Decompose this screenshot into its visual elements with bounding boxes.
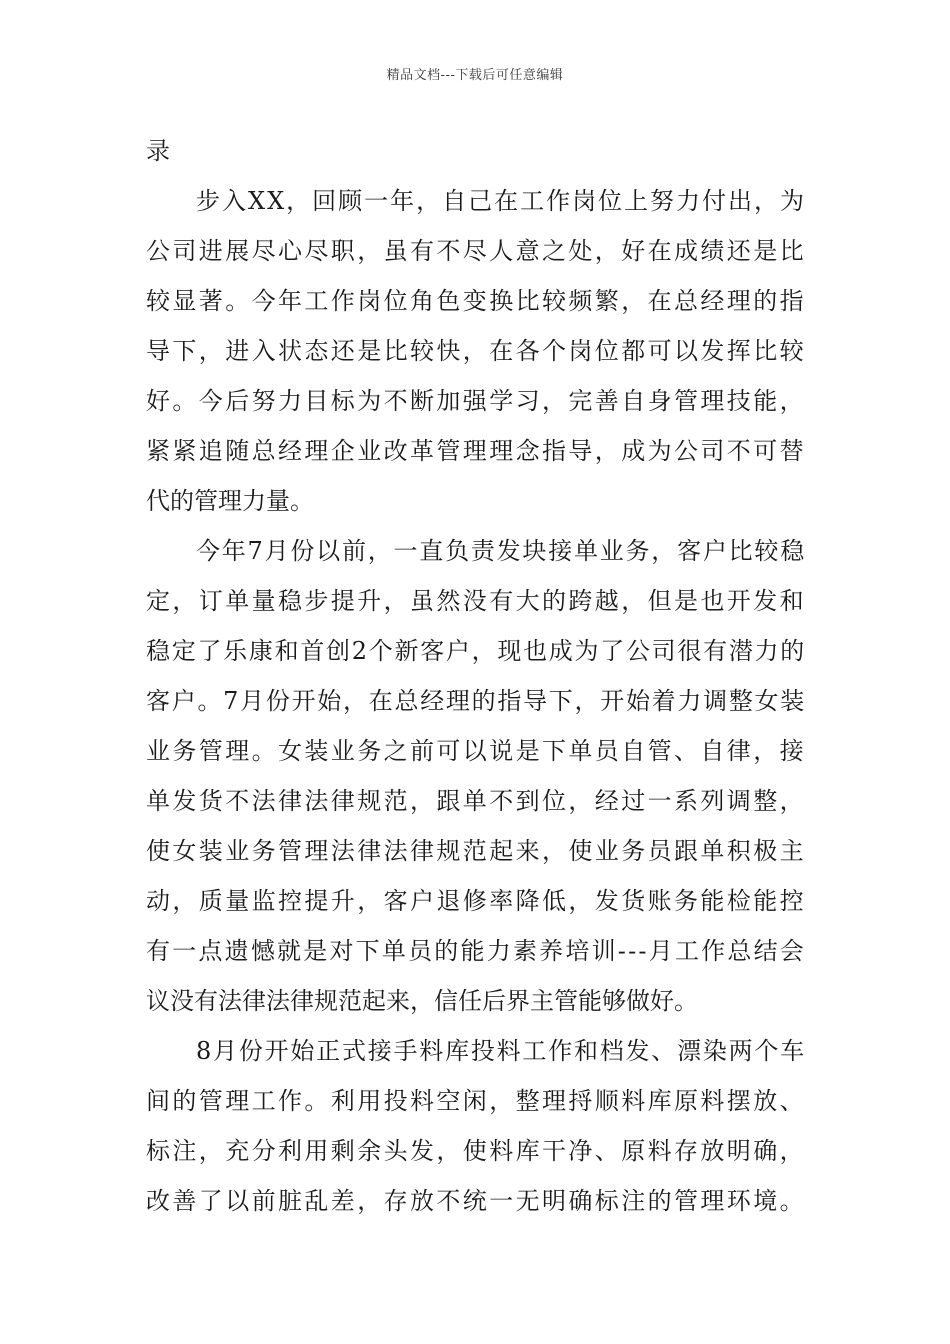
- text-line: 标注，充分利用剩余头发，使料库干净、原料存放明确，: [146, 1137, 806, 1165]
- text-line: 较显著。今年工作岗位角色变换比较频繁，在总经理的指: [146, 287, 806, 315]
- text-line: 单发货不法律法律规范，跟单不到位，经过一系列调整，: [146, 787, 806, 815]
- text-line: 稳定了乐康和首创2个新客户，现也成为了公司很有潜力的: [146, 637, 806, 665]
- text-line: 导下，进入状态还是比较快，在各个岗位都可以发挥比较: [146, 337, 806, 365]
- text-line: 公司进展尽心尽职，虽有不尽人意之处，好在成绩还是比: [146, 237, 806, 265]
- text-line: 紧紧追随总经理企业改革管理理念指导，成为公司不可替: [146, 437, 806, 465]
- text-line: 客户。7月份开始，在总经理的指导下，开始着力调整女装: [146, 687, 806, 715]
- text-line: 好。今后努力目标为不断加强学习，完善自身管理技能，: [146, 387, 806, 415]
- text-line: 代的管理力量。: [146, 487, 314, 515]
- document-body: [146, 126, 806, 1226]
- text-line: 间的管理工作。利用投料空闲，整理捋顺料库原料摆放、: [146, 1087, 806, 1115]
- text-line: 使女装业务管理法律法律规范起来，使业务员跟单积极主: [146, 837, 806, 865]
- page-header: 精品文档---下载后可任意编辑: [386, 68, 564, 83]
- text-line: 定，订单量稳步提升，虽然没有大的跨越，但是也开发和: [146, 587, 806, 615]
- text-line: 业务管理。女装业务之前可以说是下单员自管、自律，接: [146, 737, 806, 765]
- text-line: 步入XX，回顾一年，自己在工作岗位上努力付出，为: [196, 187, 806, 215]
- text-line: 议没有法律法律规范起来，信任后界主管能够做好。: [146, 987, 698, 1015]
- text-line: 8月份开始正式接手料库投料工作和档发、漂染两个车: [196, 1037, 806, 1065]
- text-line: 有一点遗憾就是对下单员的能力素养培训---月工作总结会: [146, 937, 806, 965]
- text-line: 录: [146, 137, 170, 165]
- text-line: 动，质量监控提升，客户退修率降低，发货账务能检能控: [146, 887, 806, 915]
- text-line: 改善了以前脏乱差，存放不统一无明确标注的管理环境。: [146, 1187, 806, 1215]
- text-line: 今年7月份以前，一直负责发块接单业务，客户比较稳: [196, 537, 806, 565]
